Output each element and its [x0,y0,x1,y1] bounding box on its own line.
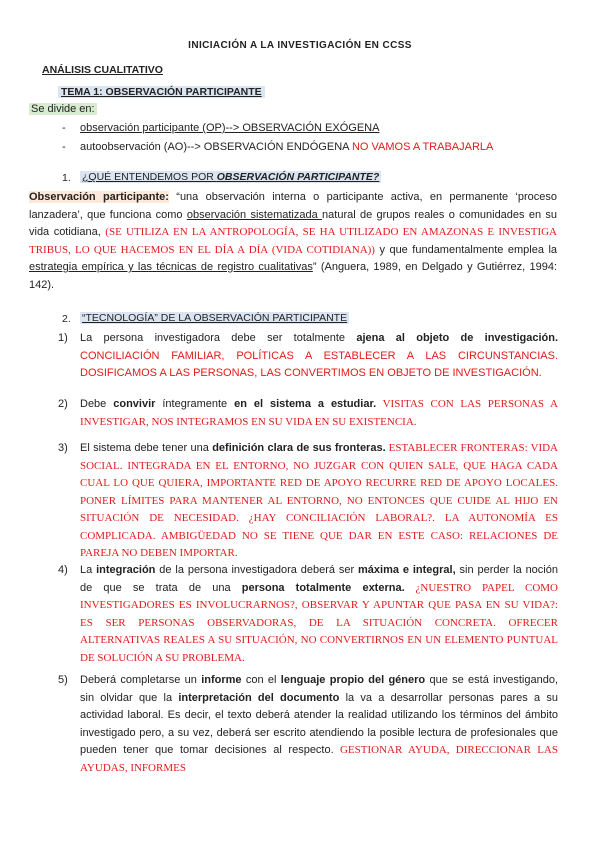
note-red: VISITAS CON LAS PERSONAS A INVESTIGAR, NOS INTEGRAMOS EN SU VIDA EN SU EXISTENCIA. [80,398,558,428]
document-title: INICIACIÓN A LA INVESTIGACIÓN EN CCSS [188,40,412,51]
list-text: autoobservación (AO)--> OBSERVACIÓN ENDÓGENA NO VAMOS A TRABAJARLA [80,141,494,153]
topic-title: TEMA 1: OBSERVACIÓN PARTICIPANTE [58,86,265,98]
heading-1-emphasis: OBSERVACIÓN PARTICIPANTE? [216,171,380,183]
heading-2-number: 2. [62,313,71,325]
note-red: ¿NUESTRO PAPEL COMO INVESTIGADORES ES INVOLUCRARNOS?, OBSERVAR Y APUNTAR QUE PASA EN SU VIDA?: ES SER PERSONAS OBSERVADORAS, DE LA SITUACIÓN CONCRETA. OFRECER ALTERNATIVAS REALES A SU SITUACIÓN, NO CONVERTIRNOS EN UN ELEMENTO PUNTUAL DE SOLUCIÓN A SU PROBLEMA. [80,581,558,664]
note-red: GESTIONAR AYUDA, DIRECCIONAR LAS AYUDAS, INFORMES [80,744,558,774]
note-red: (SE UTILIZA EN LA ANTROPOLOGÍA, SE HA UTILIZADO EN AMAZONAS E INVESTIGA TRIBUS, LO QUE HACEMOS EN EL DÍA A DÍA (VIDA COTIDIANA)) [29,226,557,256]
item-text: Debe convivir íntegramente en el sistema a estudiar. VISITAS CON LAS PERSONAS A INVESTIGAR, NOS INTEGRAMOS EN SU VIDA EN SU EXISTENCIA. [80,398,558,428]
list-text: observación participante (OP)--> OBSERVACIÓN EXÓGENA [80,122,380,134]
heading-1: ¿QUÉ ENTENDEMOS POR OBSERVACIÓN PARTICIPANTE? [82,171,380,183]
divide-label: Se divide en: [31,103,95,115]
item-text: Deberá completarse un informe con el lenguaje propio del género que se está investigando, sin olvidar que la interpretación del documento la va a desarrollar personas pares a su actividad laboral. Es decir, el texto deberá atender la realidad utilizando los términos del ámbito investigado pero, a su vez, deberá ser escrito atendiendo la posible lectura de profesionales que pueden tener que tomar decisiones al respecto. GESTIONAR AYUDA, DIRECCIONAR LAS AYUDAS, INFORMES [80,674,558,774]
heading-1-number: 1. [62,172,71,184]
list-dash: - [62,122,66,134]
definition-label: Observación participante: [29,191,169,203]
paragraph-definition: Observación participante: “una observación interna o participante activa, en permanente ‘proceso lanzadera’, que funciona como observación sistematizada natural de grupos reales o comunidades en su vida cotidiana, (SE UTILIZA EN LA ANTROPOLOGÍA, SE HA UTILIZADO EN AMAZONAS E INVESTIGA TRIBUS, LO QUE HACEMOS EN EL DÍA A DÍA (VIDA COTIDIANA)) y que fundamentalmente emplea la estrategia empírica y las técnicas de registro cualitativas” (Anguera, 1989, en Delgado y Gutiérrez, 1994: 142). [29,191,558,291]
item-number: 3) [58,442,68,454]
item-number: 4) [58,564,68,576]
section-title: ANÁLISIS CUALITATIVO [42,64,163,76]
note-red: ESTABLECER FRONTERAS: VIDA SOCIAL. INTEGRADA EN EL ENTORNO, NO JUZGAR CON QUIEN SALE, QUE HAGA CADA CUAL LO QUE QUIERA, IMPORTANTE RED DE APOYO RECURRE RED DE APOYO LOCALES. PONER LÍMITES PARA MANTENER AL ENTORNO, NO ENTONCES QUE CUIDE AL HIJO EN SITUACIÓN DE NECESIDAD. ¿HAY CONCILIACIÓN LABORAL?. LA AUTONOMÍA ES COMPLICADA. AMBIGÜEDAD NO SE TIENE QUE DAR EN ESTE CASO: RELACIONES DE PAREJA NO DEBEN IMPORTAR. [80,442,559,559]
item-text: La persona investigadora debe ser totalmente ajena al objeto de investigación. CONCILIACIÓN FAMILIAR, POLÍTICAS A ESTABLECER A LAS CIRCUNSTANCIAS. DOSIFICAMOS A LAS PERSONAS, LAS CONVERTIMOS EN OBJETO DE INVESTIGACIÓN. [80,332,559,379]
item-text: La integración de la persona investigadora deberá ser máxima e integral, sin perder la noción de que se trata de una persona totalmente externa. ¿NUESTRO PAPEL COMO INVESTIGADORES ES INVOLUCRARNOS?, OBSERVAR Y APUNTAR QUE PASA EN SU VIDA?: ES SER PERSONAS OBSERVADORAS, DE LA SITUACIÓN CONCRETA. OFRECER ALTERNATIVAS REALES A SU SITUACIÓN, NO CONVERTIRNOS EN UN ELEMENTO PUNTUAL DE SOLUCIÓN A SU PROBLEMA. [80,564,558,664]
item-number: 2) [58,398,68,410]
list-dash: - [62,141,66,153]
item-text: El sistema debe tener una definición clara de sus fronteras. ESTABLECER FRONTERAS: VIDA SOCIAL. INTEGRADA EN EL ENTORNO, NO JUZGAR CON QUIEN SALE, QUE HAGA CADA CUAL LO QUE QUIERA, IMPORTANTE RED DE APOYO RECURRE RED DE APOYO LOCALES. PONER LÍMITES PARA MANTENER AL ENTORNO, NO ENTONCES QUE CUIDE AL HIJO EN SITUACIÓN DE NECESIDAD. ¿HAY CONCILIACIÓN LABORAL?. LA AUTONOMÍA ES COMPLICADA. AMBIGÜEDAD NO SE TIENE QUE DAR EN ESTE CASO: RELACIONES DE PAREJA NO DEBEN IMPORTAR. [80,442,559,559]
note-red: CONCILIACIÓN FAMILIAR, POLÍTICAS A ESTABLECER A LAS CIRCUNSTANCIAS. DOSIFICAMOS A LAS PERSONAS, LAS CONVERTIMOS EN OBJETO DE INVESTIGACIÓN. [80,349,558,379]
list-note-red: NO VAMOS A TRABAJARLA [351,141,494,153]
item-number: 1) [58,332,68,344]
item-number: 5) [58,674,68,686]
heading-2: “TECNOLOGÍA” DE LA OBSERVACIÓN PARTICIPANTE [82,312,348,324]
